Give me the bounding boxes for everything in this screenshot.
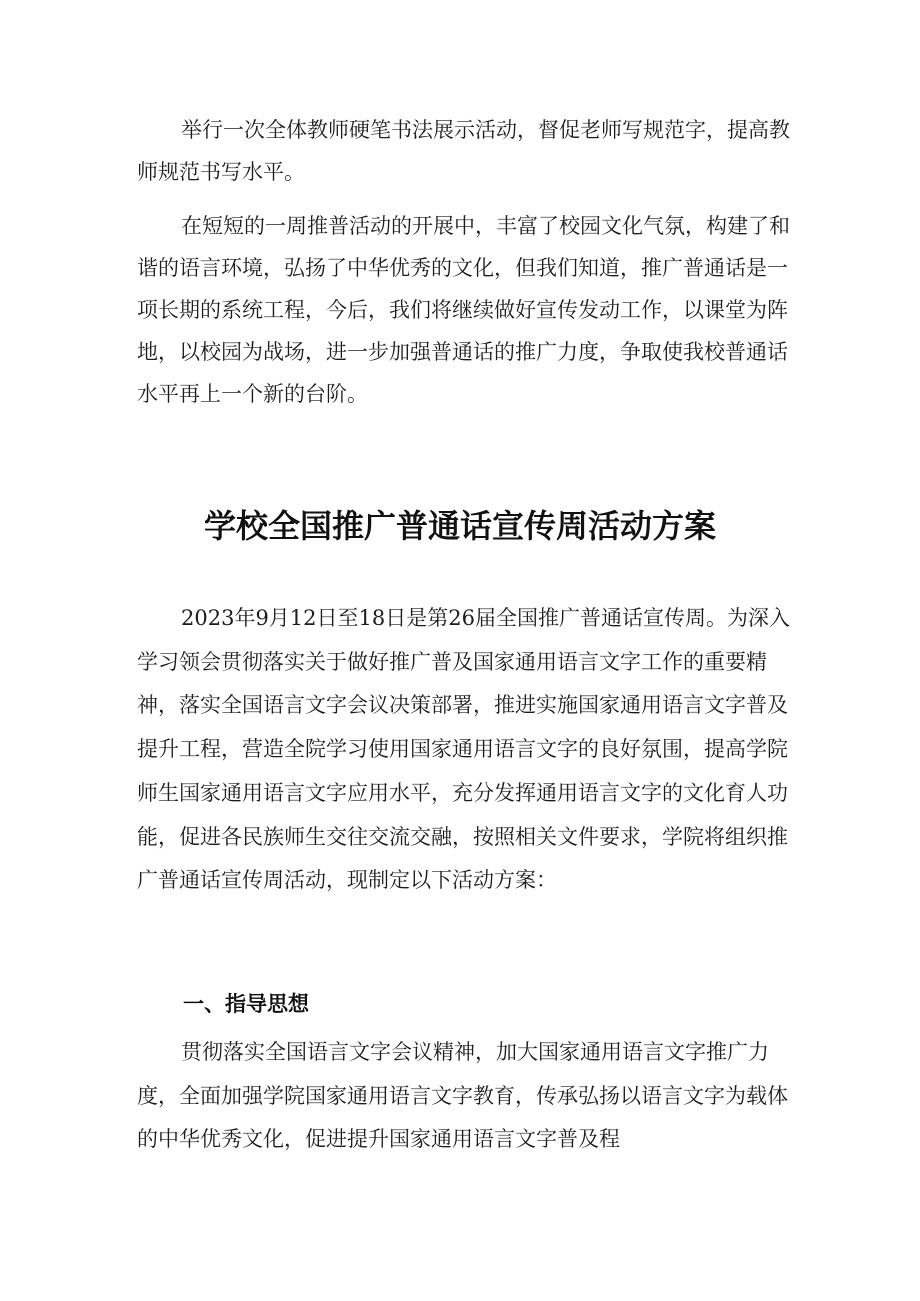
section-heading-guiding-ideology: 一、指导思想	[183, 992, 309, 1016]
paragraph-intro: 2023年9月12日至18日是第26届全国推广普通话宣传周。为深入学习领会贯彻落实关于做好推广普及国家通用语言文字工作的重要精神，落实全国语言文字会议决策部署，推进实施国家通用语言文字普及提升工程，营造全院学习使用国家通用语言文字的良好氛围，提高学院师生国家通用语言文字应用水平，充分发挥通用语言文字的文化育人功能，促进各民族师生交往交流交融，按照相关文件要求，学院将组织推广普通话宣传周活动，现制定以下活动方案：	[137, 606, 790, 893]
paragraph-continuation: 举行一次全体教师硬笔书法展示活动，督促老师写规范字，提高教师规范书写水平。	[137, 118, 790, 184]
paragraph-summary: 在短短的一周推普活动的开展中，丰富了校园文化气氛，构建了和谐的语言环境，弘扬了中华优秀的文化，但我们知道，推广普通话是一项长期的系统工程，今后，我们将继续做好宣传发动工作，以课堂为阵地，以校园为战场，进一步加强普通话的推广力度，争取使我校普通话水平再上一个新的台阶。	[137, 214, 790, 406]
paragraph-guiding-ideology: 贯彻落实全国语言文字会议精神，加大国家通用语言文字推广力度，全面加强学院国家通用语言文字教育，传承弘扬以语言文字为载体的中华优秀文化，促进提升国家通用语言文字普及程	[137, 1040, 788, 1152]
document-title: 学校全国推广普通话宣传周活动方案	[203, 507, 716, 545]
